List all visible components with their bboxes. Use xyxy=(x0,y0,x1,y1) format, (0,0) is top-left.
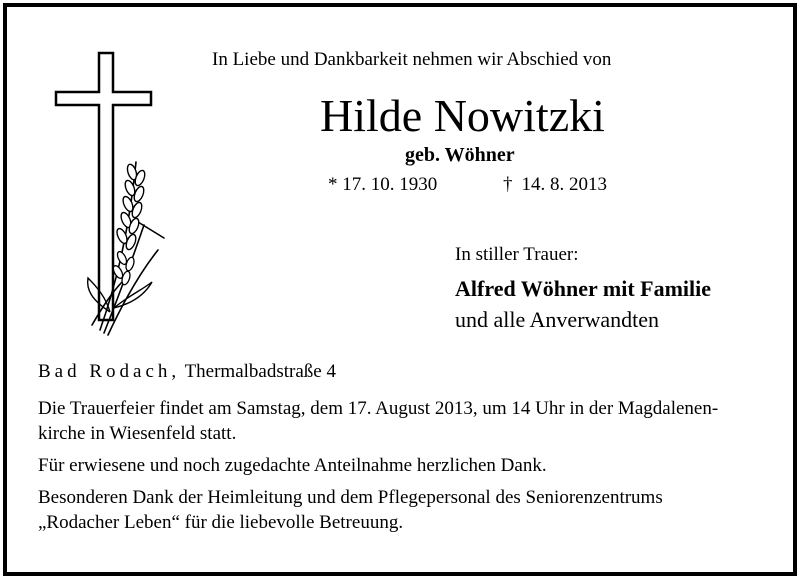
deceased-name: Hilde Nowitzki xyxy=(320,90,605,141)
special-thanks-line-2: „Rodacher Leben“ für die liebevolle Betreuung. xyxy=(38,512,404,533)
address-city: Bad Rodach, xyxy=(38,361,181,382)
address-street: Thermalbadstraße 4 xyxy=(180,361,336,382)
birth-date: * 17. 10. 1930 xyxy=(328,174,438,195)
special-thanks-line-1: Besonderen Dank der Heimleitung und dem Pflegepersonal des Seniorenzentrums xyxy=(38,487,663,508)
address xyxy=(38,361,336,383)
thanks-paragraph xyxy=(38,453,768,478)
cross-with-wheat-icon xyxy=(52,50,172,340)
funeral-paragraph xyxy=(38,396,768,446)
maiden-name: geb. Wöhner xyxy=(405,144,515,166)
funeral-line-1: Die Trauerfeier findet am Samstag, dem 17. August 2013, um 14 Uhr in der Magdalenen- xyxy=(38,398,719,419)
dagger-symbol: † xyxy=(503,174,513,195)
funeral-line-2: kirche in Wiesenfeld statt. xyxy=(38,423,237,444)
death-date-line xyxy=(503,174,607,196)
special-thanks-paragraph xyxy=(38,485,768,535)
intro-text: In Liebe und Dankbarkeit nehmen wir Abschied von xyxy=(212,49,612,70)
family-name: Alfred Wöhner mit Familie xyxy=(455,276,712,301)
relatives-text: und alle Anverwandten xyxy=(455,307,660,332)
mourning-label: In stiller Trauer: xyxy=(455,244,579,265)
death-date: 14. 8. 2013 xyxy=(521,174,607,195)
thanks-line: Für erwiesene und noch zugedachte Anteilnahme herzlichen Dank. xyxy=(38,455,547,476)
